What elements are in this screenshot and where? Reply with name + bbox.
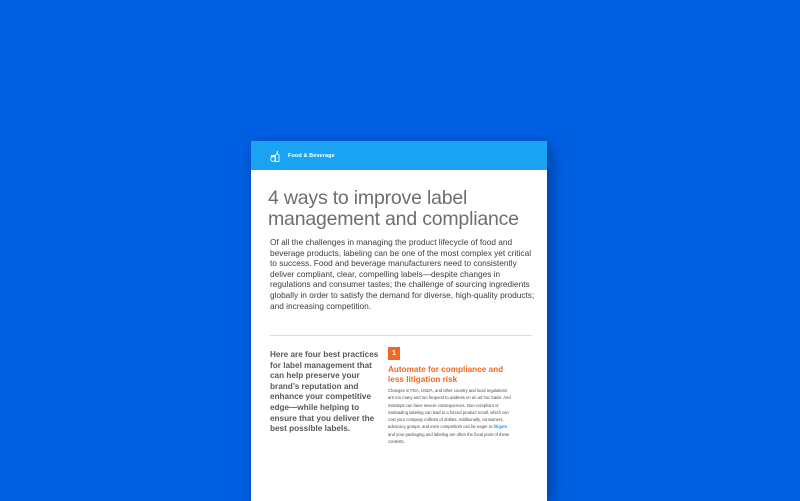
- litigate-link[interactable]: litigate: [493, 424, 507, 430]
- section-title: Automate for compliance and less litigation risk: [388, 365, 504, 384]
- food-beverage-bottles-icon: [269, 149, 283, 163]
- document-page: [251, 141, 547, 501]
- section-body-text-end: , and your packaging and labeling are often the focal point of these contests.: [388, 424, 510, 445]
- section-body: [388, 387, 514, 445]
- section-divider: [270, 335, 532, 336]
- document-title: 4 ways to improve label management and compliance: [268, 187, 519, 230]
- document-header: [251, 141, 547, 170]
- intro-paragraph: Of all the challenges in managing the product lifecycle of food and beverage products, labeling can be one of the most complex yet critical to success. Food and beverage manufacturers need to consistently deliver compliant, clear, compelling labels—despite changes in regulations and consumer tastes; the challenge of sourcing ingredients globally in order to satisfy the demand for diverse, high-quality products; and increasing competition.: [270, 237, 535, 311]
- section-body-text: Changes in FDA, USDA, and other country and local regulations are too many and too frequent to address on an ad hoc basis. And missteps can have severe consequences. Non-compliant or misleading labeling can lead to a forced product recall, which can cost your company millions of dollars. Additionally, consumers, advocacy groups, and even competitors can be eager to: [388, 388, 511, 430]
- section-number-badge: 1: [388, 347, 400, 360]
- lead-paragraph: Here are four best practices for label management that can help preserve your brand’s reputation and enhance your competitive edge—while helping to ensure that you deliver the best possible labels.: [270, 350, 379, 434]
- category-label: Food & Beverage: [288, 152, 335, 159]
